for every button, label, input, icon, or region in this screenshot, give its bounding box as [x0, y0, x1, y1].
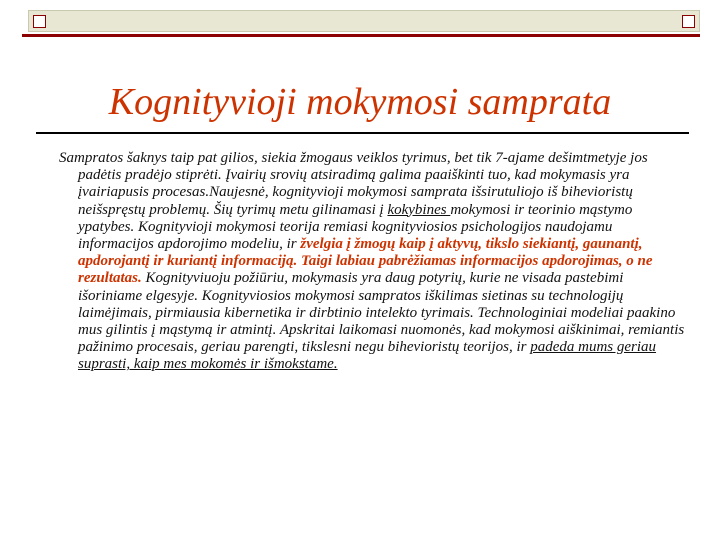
underlined-text-2: padeda mums geriau suprasti, kaip mes mokomės ir išmokstame. [78, 339, 657, 373]
slide-top-bar [28, 10, 700, 32]
emphasized-text: žvelgia į žmogų kaip į aktyvų, tikslo siekiantį, gaunantį, apdorojantį ir kuriantį informaciją. Taigi labiau pabrėžiamas informacijos apdorojimas, o ne rezultatas. [78, 236, 653, 287]
slide-title: Kognityvioji mokymosi samprata [108, 81, 612, 123]
body-text-part-2: mokymosi ir teorinio mąstymo ypatybes. Kognityvioji mokymosi teorija remiasi kognityviosios psichologijos naudojamu informacijos apdorojimo modeliu, ir [78, 201, 633, 253]
body-text-part-3: Kognityviuoju požiūriu, mokymasis yra daug potyrių, kurie ne visada pastebimi išoriniame elgesyje. Kognityviosios mokymosi sampratos iškilimas sietinas su technologijų laimėjimais, pirmiausia kibernetika ir dirbtinio intelekto tyrimais. Technologiniai modeliai paakino mus gilintis į mąstymą ir atmintį. Apskritai laikomasi nuomonės, kad mokymosi aiškinimai, remiantis pažinimo procesais, geriau parengti, tikslesni negu bihevioristų teorijos, ir [78, 270, 685, 356]
accent-line [22, 34, 700, 37]
underlined-text-1: kokybines [387, 201, 451, 218]
title-divider [36, 132, 689, 134]
left-square-icon [33, 15, 46, 28]
body-text-part-1: Sampratos šaknys taip pat gilios, siekia žmogaus veiklos tyrimus, bet tik 7-ajame dešimtmetyje jos padėtis pradėjo stiprėti. Įvairių srovių atsiradimą galima paaiškinti tuo, kad mokymasis yra įvairiapusis procesas.Naujesnė, kognityvioji mokymosi samprata išsirutuliojo iš bihevioristų neišspręstų problemų. Šių tyrimų metu gilinamasi į [59, 150, 648, 218]
body-paragraph [59, 150, 690, 374]
right-square-icon [682, 15, 695, 28]
